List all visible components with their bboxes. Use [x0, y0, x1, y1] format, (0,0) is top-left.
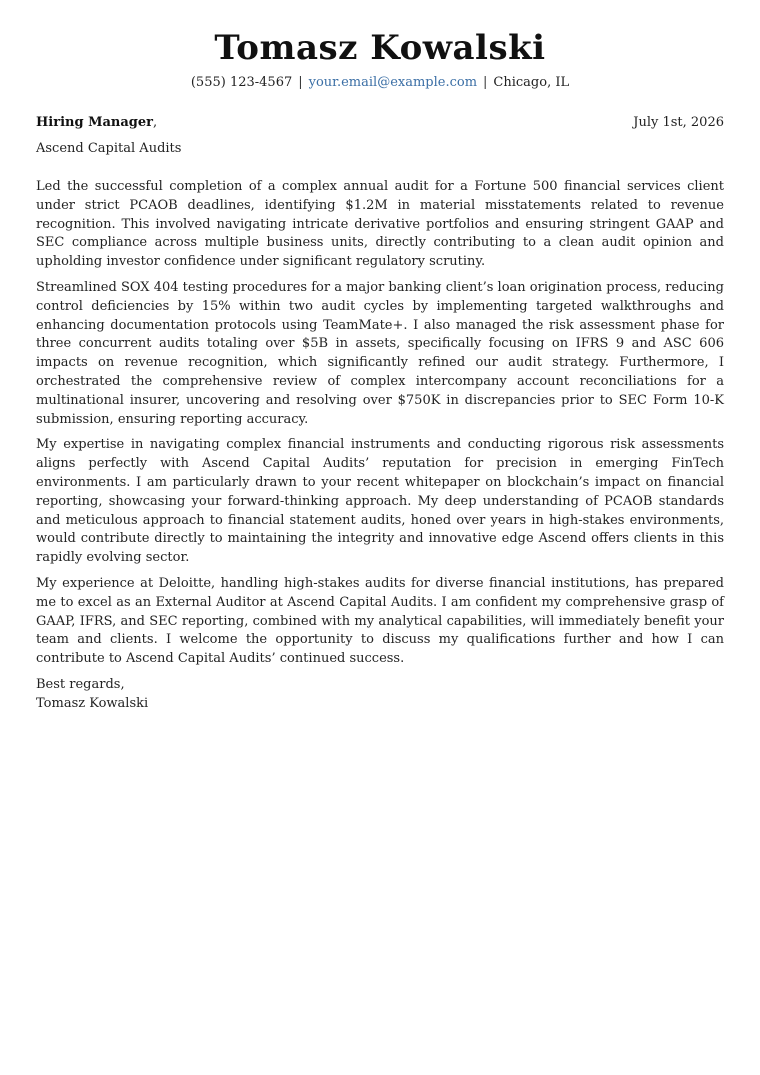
body-paragraph: My experience at Deloitte, handling high-stakes audits for diverse financial institutions, has prepared me to excel as an External Auditor at Ascend Capital Audits. I am confident my comprehensive grasp of GAAP, IFRS, and SEC reporting, combined with my analytical capabilities, will immediately benefit your team and clients. I welcome the opportunity to discuss my qualifications further and how I can contribute to Ascend Capital Audits’ continued success. — [36, 575, 724, 667]
letter-body — [36, 178, 724, 669]
recipient-row — [36, 114, 724, 132]
recipient-title-text: Hiring Manager — [36, 115, 153, 130]
recipient-title — [36, 114, 157, 132]
recipient-title-suffix: , — [152, 115, 158, 130]
location: Chicago, IL — [493, 75, 570, 90]
closing-block — [36, 676, 724, 714]
body-paragraph: Led the successful completion of a complex annual audit for a Fortune 500 financial services client under strict PCAOB deadlines, identifying $1.2M in material misstatements related to revenue recognition. This involved navigating intricate derivative portfolios and ensuring stringent GAAP and SEC compliance across multiple business units, directly contributing to a clean audit opinion and upholding investor confidence under significant regulatory scrutiny. — [36, 179, 724, 270]
applicant-name: Tomasz Kowalski — [214, 28, 546, 68]
separator: | — [298, 75, 303, 90]
phone-number: (555) 123-4567 — [190, 75, 293, 90]
contact-line — [36, 74, 724, 92]
recipient-company: Ascend Capital Audits — [36, 141, 182, 156]
body-paragraph: My expertise in navigating complex financial instruments and conducting rigorous risk assessments aligns perfectly with Ascend Capital Audits’ reputation for precision in emerging FinTech environments. I am particularly drawn to your recent whitepaper on blockchain’s impact on financial reporting, showcasing your forward-thinking approach. My deep understanding of PCAOB standards and meticulous approach to financial statement audits, honed over years in high-stakes environments, would contribute directly to maintaining the integrity and innovative edge Ascend offers clients in this rapidly evolving sector. — [36, 437, 724, 566]
body-paragraph: Streamlined SOX 404 testing procedures for a major banking client’s loan origination process, reducing control deficiencies by 15% within two audit cycles by implementing targeted walkthroughs and enhancing documentation protocols using TeamMate+. I also managed the risk assessment phase for three concurrent audits totaling over $5B in assets, specifically focusing on IFRS 9 and ASC 606 impacts on revenue recognition, which significantly refined our audit strategy. Furthermore, I orchestrated the comprehensive review of complex intercompany account reconciliations for a multinational insurer, uncovering and resolving over $750K in discrepancies prior to SEC Form 10-K submission, ensuring reporting accuracy. — [36, 279, 724, 427]
separator: | — [483, 75, 488, 90]
email-link[interactable]: your.email@example.com — [308, 75, 478, 90]
closing-signature: Tomasz Kowalski — [36, 695, 149, 711]
closing-salutation: Best regards, — [36, 676, 125, 692]
letter-date: July 1st, 2026 — [633, 115, 724, 130]
